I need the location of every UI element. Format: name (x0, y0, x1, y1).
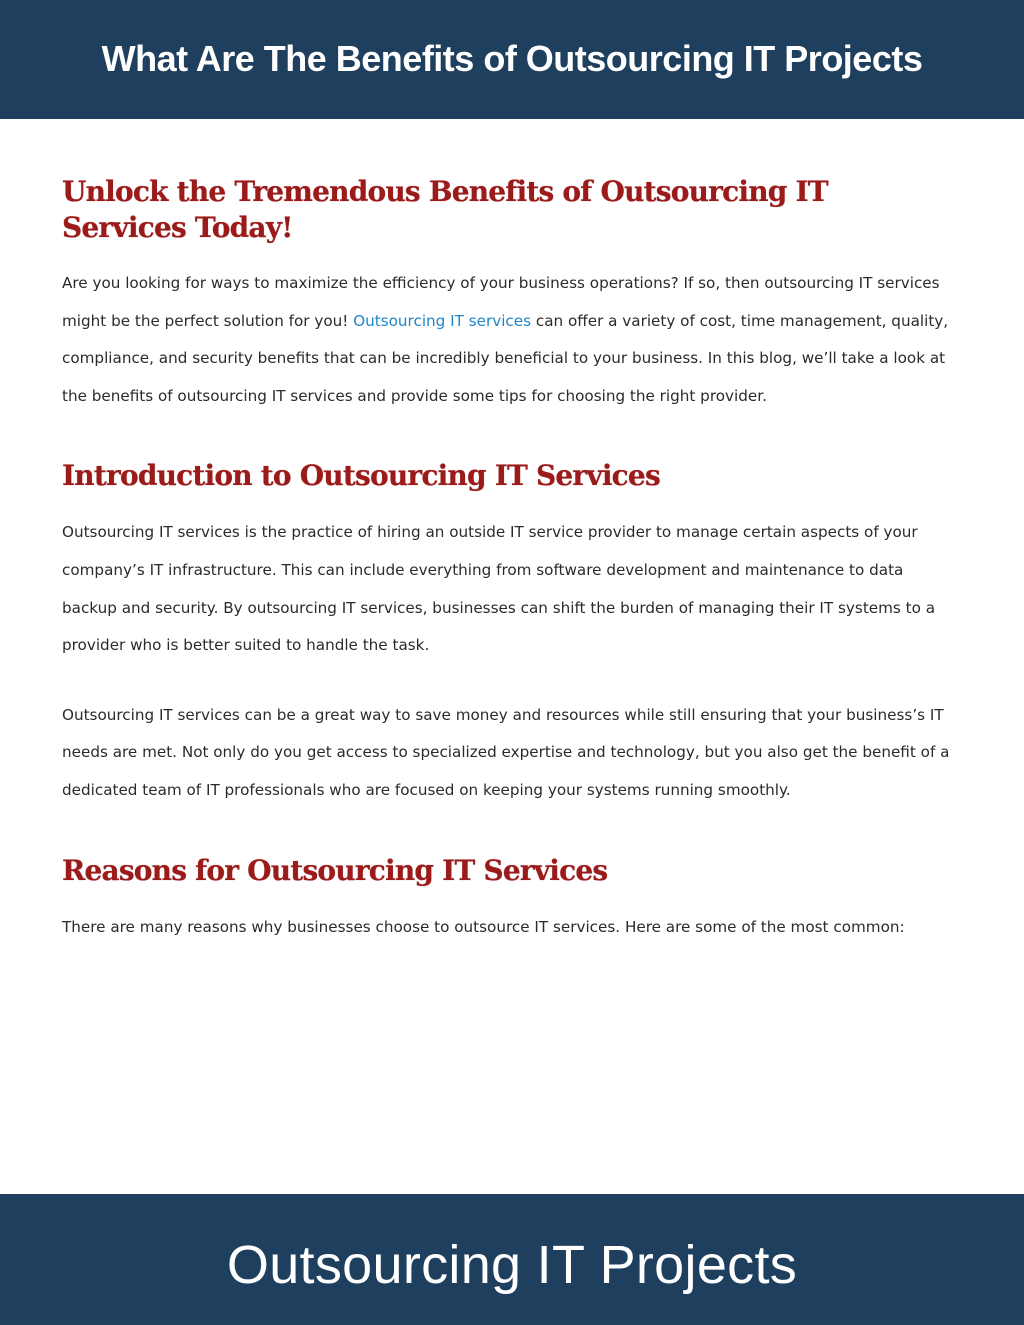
section-heading-introduction: Introduction to Outsourcing IT Services (62, 459, 660, 493)
reasons-paragraph: There are many reasons why businesses choose to outsource IT services. Here are some of the most common: (62, 917, 905, 936)
outsourcing-it-services-link[interactable]: Outsourcing IT services (353, 311, 532, 330)
page-footer (0, 1194, 1024, 1325)
article-body (62, 168, 962, 946)
page-title: What Are The Benefits of Outsourcing IT Projects (101, 37, 923, 79)
intro-text-start: Are you looking for ways to maximize the efficiency of your business operations? If so, then outsourcing IT services might be the perfect solution for you! (62, 274, 940, 330)
intro-paragraph (62, 265, 962, 415)
footer-title: Outsourcing IT Projects (226, 1234, 798, 1295)
section-heading-unlock-benefits: Unlock the Tremendous Benefits of Outsourcing IT Services Today! (62, 175, 828, 244)
page-header (0, 0, 1024, 119)
introduction-paragraph-2: Outsourcing IT services can be a great way to save money and resources while still ensuring that your business’s IT needs are met. Not only do you get access to specialized expertise and technology, but you also get the benefit of a dedicated team of IT professionals who are focused on keeping your systems running smoothly. (62, 705, 950, 799)
section-heading-reasons: Reasons for Outsourcing IT Services (62, 853, 608, 887)
introduction-paragraph-1: Outsourcing IT services is the practice of hiring an outside IT service provider to manage certain aspects of your company’s IT infrastructure. This can include everything from software development and maintenance to data backup and security. By outsourcing IT services, businesses can shift the burden of managing their IT systems to a provider who is better suited to handle the task. (62, 523, 936, 655)
intro-text-end: can offer a variety of cost, time management, quality, compliance, and security benefits that can be incredibly beneficial to your business. In this blog, we’ll take a look at the benefits of outsourcing IT services and provide some tips for choosing the right provider. (62, 311, 949, 405)
